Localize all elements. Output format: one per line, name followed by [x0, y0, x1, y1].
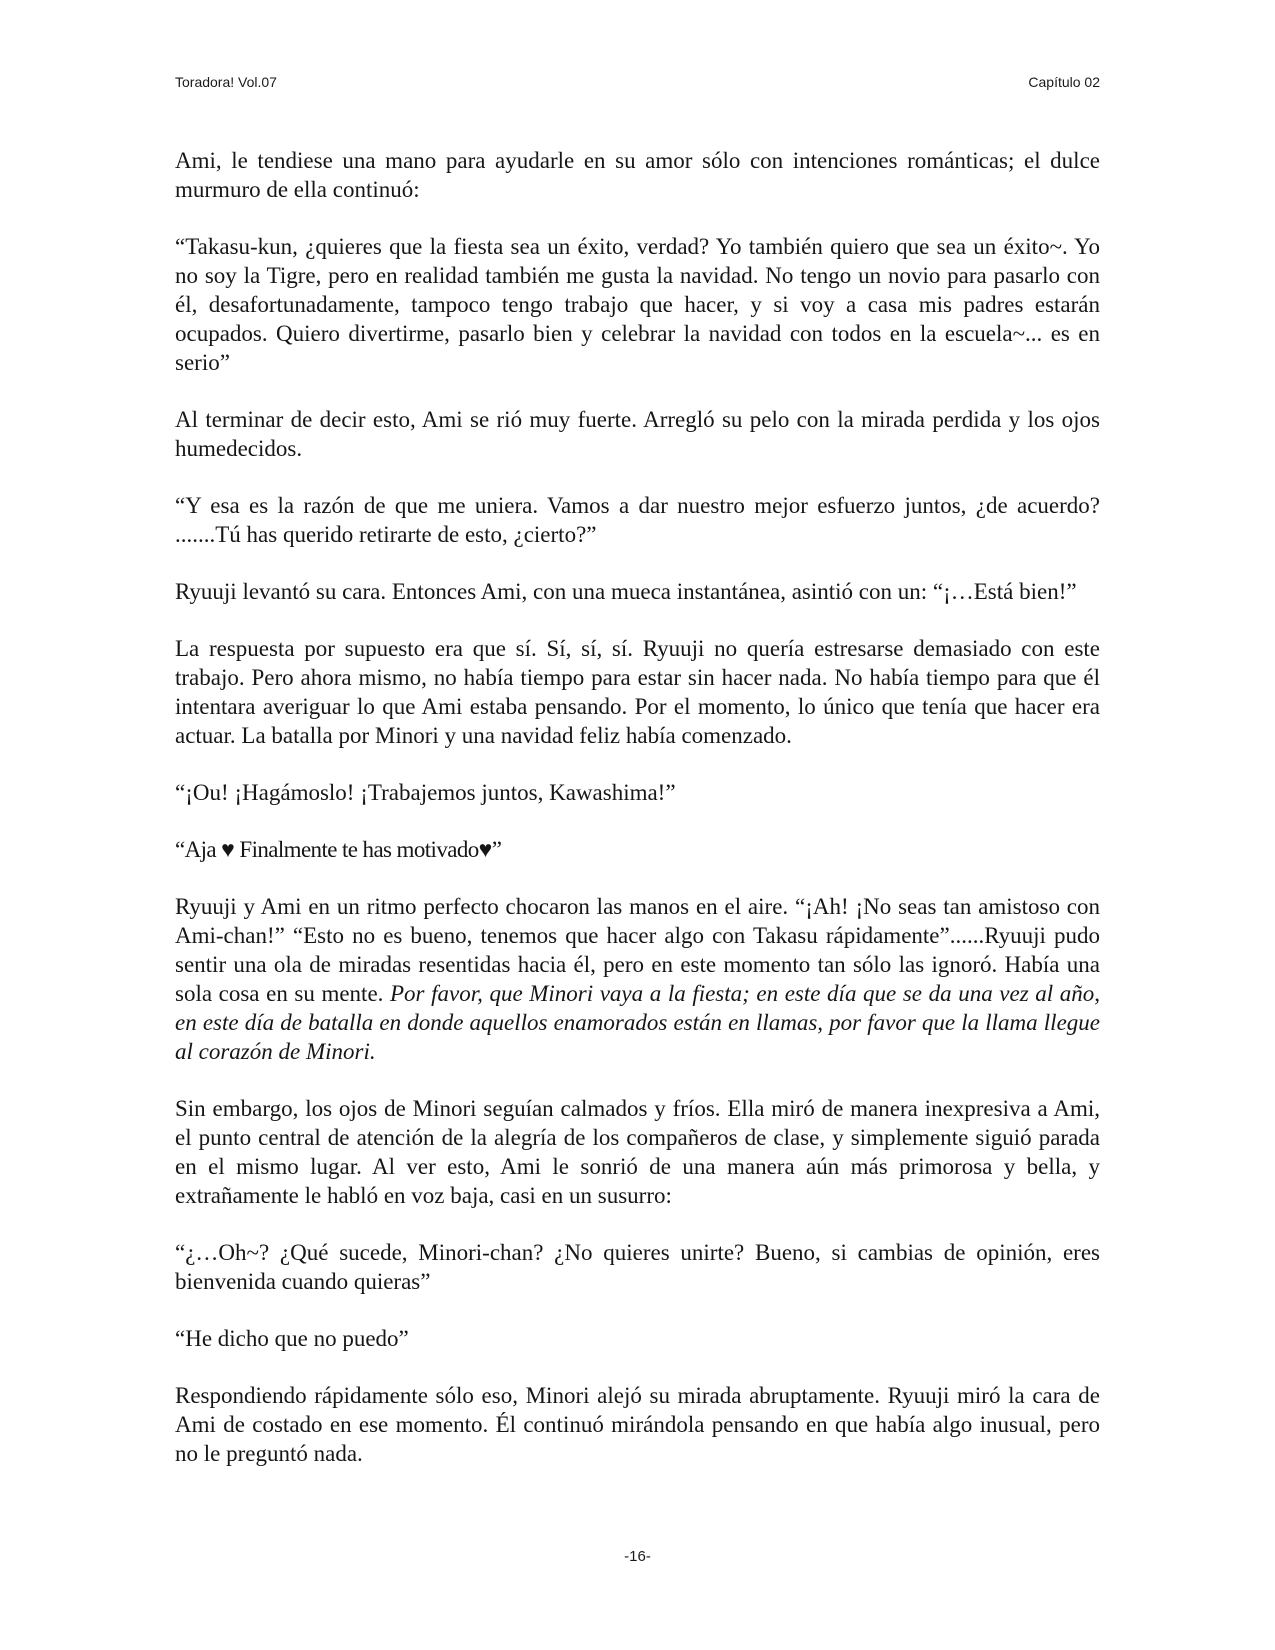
paragraph: Respondiendo rápidamente sólo eso, Minori alejó su mirada abruptamente. Ryuuji miró la cara de Ami de costado en ese momento. Él continuó mirándola pensando en que había algo inusual, pero no le preguntó nada.: [175, 1383, 1100, 1466]
header-chapter: Capítulo 02: [1028, 74, 1100, 90]
page-number: -16-: [624, 1548, 651, 1565]
paragraph: “¿…Oh~? ¿Qué sucede, Minori-chan? ¿No quieres unirte? Bueno, si cambias de opinión, eres bienvenida cuando quieras”: [175, 1240, 1100, 1294]
paragraph-italic-text: Por favor, que Minori vaya a la fiesta; en este día que se da una vez al año, en este día de batalla en donde aquellos enamorados están en llamas, por favor que la llama llegue al corazón de Minori.: [175, 981, 1100, 1064]
paragraph: Al terminar de decir esto, Ami se rió muy fuerte. Arregló su pelo con la mirada perdida y los ojos humedecidos.: [175, 407, 1100, 461]
paragraph: Ryuuji levantó su cara. Entonces Ami, con una mueca instantánea, asintió con un: “¡…Está bien!”: [175, 579, 1077, 604]
body-text: [175, 146, 1100, 1468]
paragraph: “¡Ou! ¡Hagámoslo! ¡Trabajemos juntos, Kawashima!”: [175, 780, 676, 805]
paragraph: “Aja ♥ Finalmente te has motivado♥”: [175, 837, 502, 862]
paragraph: Sin embargo, los ojos de Minori seguían calmados y fríos. Ella miró de manera inexpresiva a Ami, el punto central de atención de la alegría de los compañeros de clase, y simplemente siguió parada en el mismo lugar. Al ver esto, Ami le sonrió de una manera aún más primorosa y bella, y extrañamente le habló en voz baja, casi en un susurro:: [175, 1096, 1100, 1208]
paragraph-roman-text: Ryuuji y Ami en un ritmo perfecto chocaron las manos en el aire. “¡Ah! ¡No seas tan amistoso con Ami-chan!” “Esto no es bueno, tenemos que hacer algo con Takasu rápidamente”......Ryuuji pudo sentir una ola de miradas resentidas hacia él, pero en este momento tan sólo las ignoró. Había una sola cosa en su mente.: [175, 894, 1100, 1006]
paragraph: “Y esa es la razón de que me uniera. Vamos a dar nuestro mejor esfuerzo juntos, ¿de acuerdo? .......Tú has querido retirarte de esto, ¿cierto?”: [175, 493, 1100, 547]
paragraph: Ami, le tendiese una mano para ayudarle en su amor sólo con intenciones románticas; el dulce murmuro de ella continuó:: [175, 148, 1100, 202]
running-header: [175, 74, 1100, 96]
header-book-title: Toradora! Vol.07: [175, 74, 277, 90]
paragraph: “Takasu-kun, ¿quieres que la fiesta sea un éxito, verdad? Yo también quiero que sea un éxito~. Yo no soy la Tigre, pero en realidad también me gusta la navidad. No tengo un novio para pasarlo con él, desafortunadamente, tampoco tengo trabajo que hacer, y si voy a casa mis padres estarán ocupados. Quiero divertirme, pasarlo bien y celebrar la navidad con todos en la escuela~... es en serio”: [175, 234, 1100, 375]
paragraph-with-italic: [175, 892, 1100, 1066]
paragraph: “He dicho que no puedo”: [175, 1326, 409, 1351]
paragraph: La respuesta por supuesto era que sí. Sí, sí, sí. Ryuuji no quería estresarse demasiado con este trabajo. Pero ahora mismo, no había tiempo para estar sin hacer nada. No había tiempo para que él intentara averiguar lo que Ami estaba pensando. Por el momento, lo único que tenía que hacer era actuar. La batalla por Minori y una navidad feliz había comenzado.: [175, 636, 1100, 748]
